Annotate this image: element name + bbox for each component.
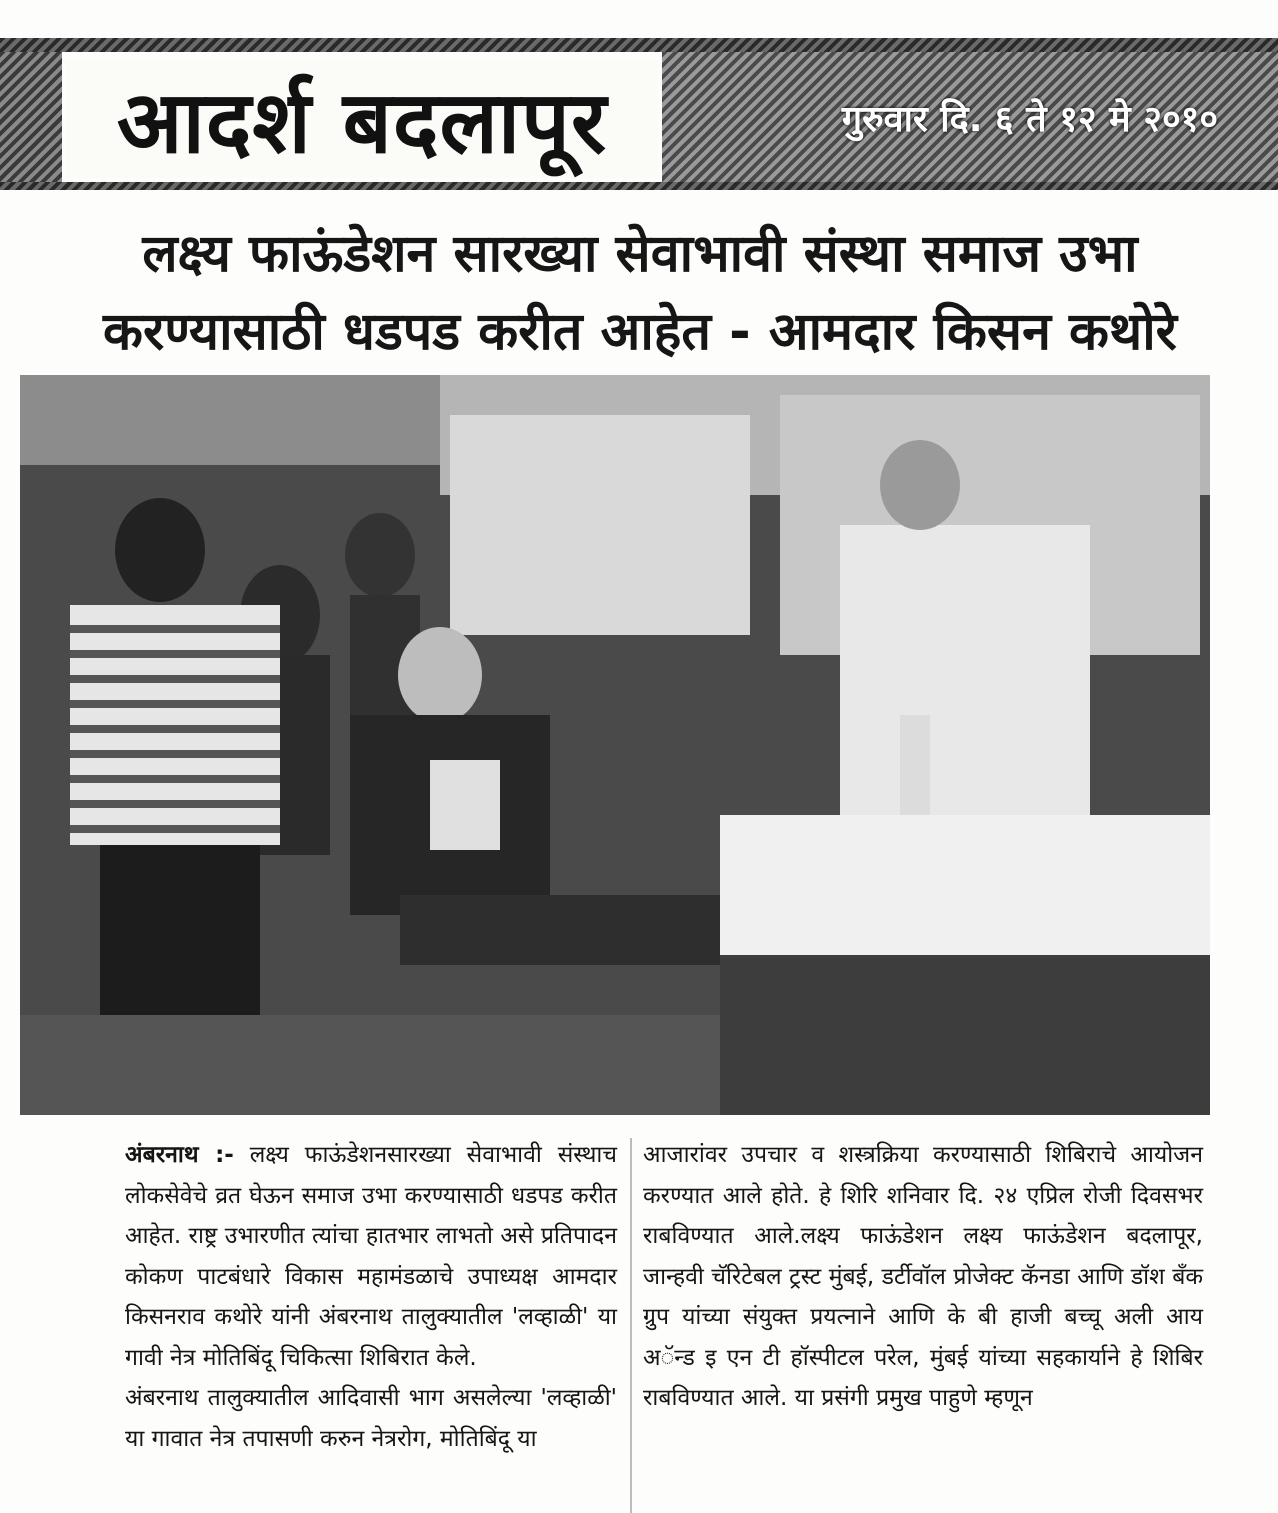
article-text: लक्ष्य फाऊंडेशनसारख्या सेवाभावी संस्थाच लोकसेवेचे व्रत घेऊन समाज उभा करण्यासाठी धडपड करीत आहेत. राष्ट्र उभारणीत त्यांचा हातभार लाभतो असे प्रतिपादन कोकण पाटबंधारे विकास महामंडळाचे उपाध्यक्ष आमदार किसनराव कथोरे यांनी अंबरनाथ तालुक्यातील 'लव्हाळी' या गावी नेत्र मोतिबिंदू चिकित्सा शिबिरात केले.	[125, 1142, 617, 1371]
column-divider	[630, 1138, 632, 1513]
masthead-band-top	[0, 38, 1278, 52]
dateline: अंबरनाथ :-	[125, 1142, 234, 1168]
article-column-left	[25, 1135, 617, 1459]
newspaper-title: आदर्श बदलापूर	[66, 60, 658, 178]
article-column-right	[643, 1135, 1203, 1419]
article-paragraph: अंबरनाथ तालुक्यातील आदिवासी भाग असलेल्या 'लव्हाळी' या गावात नेत्र तपासणी करुन नेत्ररोग, मोतिबिंदू या	[125, 1385, 617, 1452]
article-paragraph: आजारांवर उपचार व शस्त्रक्रिया करण्यासाठी शिबिराचे आयोजन करण्यात आले होते. हे शिरि शनिवार दि. २४ एप्रिल रोजी दिवसभर राबविण्यात आले.लक्ष्य फाऊंडेशन लक्ष्य फाऊंडेशन बदलापूर, जान्हवी चॅरिटेबल ट्रस्ट मुंबई, डर्टीवॉल प्रोजेक्ट कॅनडा आणि डॉश बँक ग्रुप यांच्या संयुक्त प्रयत्नाने आणि के बी हाजी बच्चू अली आय अॅन्ड इ एन टी हॉस्पीटल परेल, मुंबई यांच्या सहकार्याने हे शिबिर राबविण्यात आले. या प्रसंगी प्रमुख पाहुणे म्हणून	[643, 1142, 1203, 1411]
masthead-band-left	[0, 52, 62, 182]
article-paragraph	[25, 1135, 617, 1378]
masthead-band-bottom	[0, 182, 1278, 190]
masthead	[0, 0, 1278, 200]
issue-date: गुरुवार दि. ६ ते १२ मे २०१०	[841, 98, 1219, 140]
news-photo	[20, 375, 1210, 1115]
headline: लक्ष्य फाऊंडेशन सारख्या सेवाभावी संस्था समाज उभा करण्यासाठी धडपड करीत आहेत - आमदार किसन कथोरे	[103, 224, 1177, 362]
news-photo-illustration	[20, 375, 1210, 1115]
